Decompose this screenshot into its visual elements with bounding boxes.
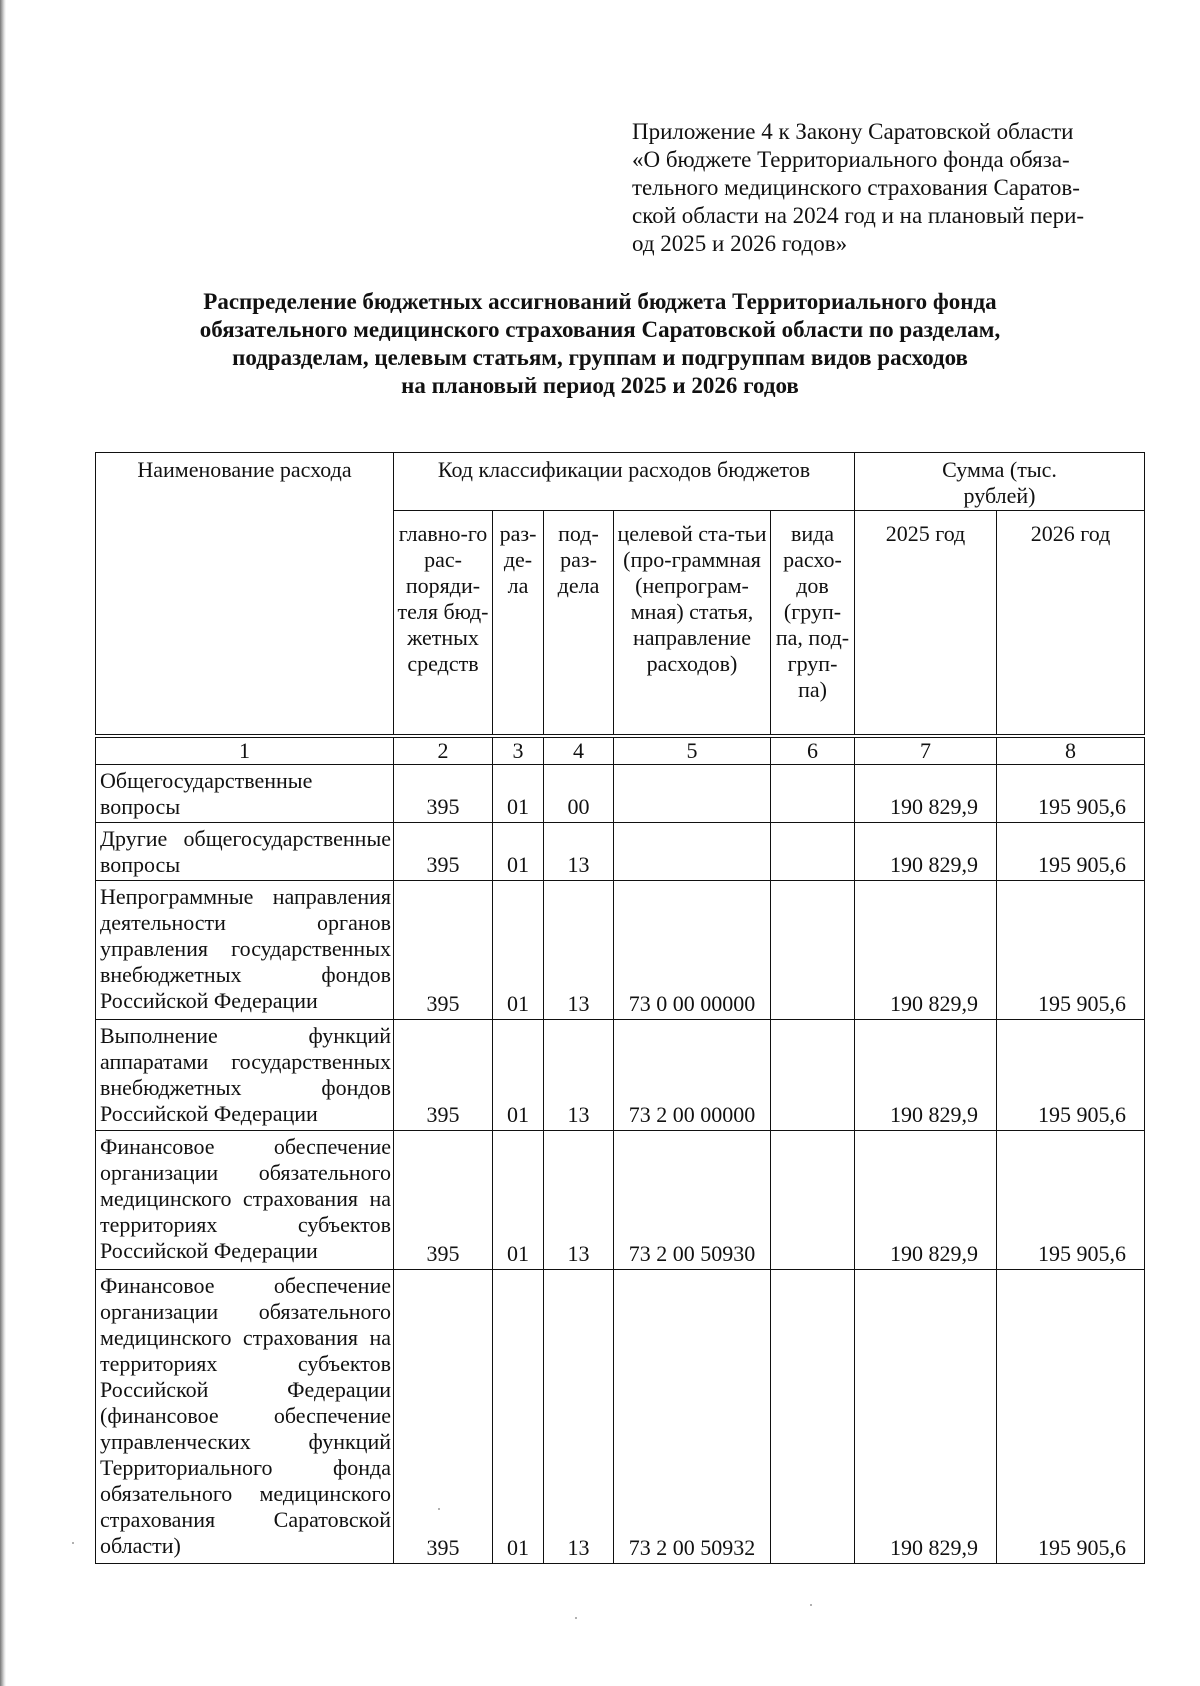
- row-section: 01: [493, 823, 544, 881]
- header-sum-group: Сумма (тыс. рублей): [855, 453, 1145, 511]
- row-subsection: 13: [544, 823, 614, 881]
- header-admin: главно-го рас-поряди-теля бюд-жетных средств: [394, 511, 493, 735]
- header-section: раз-де-ла: [493, 511, 544, 735]
- column-number: 6: [771, 738, 855, 765]
- row-2025: 190 829,9: [855, 1131, 997, 1270]
- row-target: 73 0 00 00000: [614, 881, 771, 1020]
- column-number: 2: [394, 738, 493, 765]
- scan-edge: [0, 0, 6, 1686]
- row-name: Другие общегосударственные вопросы: [96, 823, 394, 881]
- row-2026: 195 905,6: [997, 1020, 1145, 1131]
- appendix-line: «О бюджете Территориального фонда обяза-: [632, 147, 1070, 172]
- table-row: [96, 1270, 1145, 1564]
- row-type: [771, 1131, 855, 1270]
- row-2025: 190 829,9: [855, 1020, 997, 1131]
- column-number: 1: [96, 738, 394, 765]
- row-target: 73 2 00 00000: [614, 1020, 771, 1131]
- row-target: 73 2 00 50930: [614, 1131, 771, 1270]
- row-type: [771, 765, 855, 823]
- row-target: 73 2 00 50932: [614, 1270, 771, 1564]
- row-section: 01: [493, 1020, 544, 1131]
- row-admin: 395: [394, 881, 493, 1020]
- row-2026: 195 905,6: [997, 1131, 1145, 1270]
- header-subsection: под-раз-дела: [544, 511, 614, 735]
- title-line: Распределение бюджетных ассигнований бюджета Территориального фонда: [203, 289, 997, 314]
- appendix-line: Приложение 4 к Закону Саратовской области: [632, 119, 1074, 144]
- row-2026: 195 905,6: [997, 823, 1145, 881]
- header-name: Наименование расхода: [96, 453, 394, 735]
- scan-speck: [810, 1604, 812, 1606]
- column-number: 3: [493, 738, 544, 765]
- header-target: целевой ста-тьи (про-граммная (непрограм-мная) статья, направление расходов): [614, 511, 771, 735]
- row-section: 01: [493, 765, 544, 823]
- row-subsection: 13: [544, 1270, 614, 1564]
- table-row: [96, 1020, 1145, 1131]
- row-admin: 395: [394, 1131, 493, 1270]
- row-admin: 395: [394, 1020, 493, 1131]
- row-name: Выполнение функций аппаратами государственных внебюджетных фондов Российской Федерации: [96, 1020, 394, 1131]
- title-line: на плановый период 2025 и 2026 годов: [401, 373, 799, 398]
- row-admin: 395: [394, 823, 493, 881]
- table-row: [96, 1131, 1145, 1270]
- table-body: [95, 737, 1145, 1564]
- row-type: [771, 1270, 855, 1564]
- row-2026: 195 905,6: [997, 881, 1145, 1020]
- scan-speck: [575, 1617, 577, 1619]
- row-type: [771, 1020, 855, 1131]
- row-2025: 190 829,9: [855, 1270, 997, 1564]
- row-2026: 195 905,6: [997, 1270, 1145, 1564]
- header-type: вида расхо-дов (груп-па, под-груп-па): [771, 511, 855, 735]
- column-number-row: [96, 738, 1145, 765]
- scan-speck: [438, 1508, 440, 1510]
- column-number: 7: [855, 738, 997, 765]
- row-2026: 195 905,6: [997, 765, 1145, 823]
- row-type: [771, 881, 855, 1020]
- row-target: [614, 823, 771, 881]
- row-2025: 190 829,9: [855, 765, 997, 823]
- column-number: 5: [614, 738, 771, 765]
- appendix-line: од 2025 и 2026 годов»: [632, 231, 848, 256]
- row-name: Непрограммные направления деятельности органов управления государственных внебюджетных фондов Российской Федерации: [96, 881, 394, 1020]
- title-line: подразделам, целевым статьям, группам и подгруппам видов расходов: [232, 345, 968, 370]
- row-target: [614, 765, 771, 823]
- row-name: Финансовое обеспечение организации обязательного медицинского страхования на территориях субъектов Российской Федерации (финансовое обеспечение управленческих функций Территориального фонда обязательного медицинского страхования Саратовской области): [96, 1270, 394, 1564]
- table-row: [96, 823, 1145, 881]
- row-type: [771, 823, 855, 881]
- header-code-group: Код классификации расходов бюджетов: [394, 453, 855, 511]
- row-2025: 190 829,9: [855, 881, 997, 1020]
- table-header: [95, 452, 1145, 735]
- appendix-line: тельного медицинского страхования Саратов-: [632, 175, 1080, 200]
- appendix-line: ской области на 2024 год и на плановый пери-: [632, 203, 1085, 228]
- row-2025: 190 829,9: [855, 823, 997, 881]
- document-title: [150, 288, 1050, 400]
- scan-speck: [72, 1542, 74, 1544]
- row-section: 01: [493, 1270, 544, 1564]
- table-row: [96, 881, 1145, 1020]
- row-subsection: 13: [544, 1131, 614, 1270]
- header-2026: 2026 год: [997, 511, 1145, 735]
- appendix-note: [632, 118, 1115, 258]
- row-section: 01: [493, 881, 544, 1020]
- row-name: Общегосударственные вопросы: [96, 765, 394, 823]
- column-number: 8: [997, 738, 1145, 765]
- row-subsection: 00: [544, 765, 614, 823]
- row-subsection: 13: [544, 881, 614, 1020]
- table-row: [96, 765, 1145, 823]
- title-line: обязательного медицинского страхования Саратовской области по разделам,: [199, 317, 1001, 342]
- row-admin: 395: [394, 1270, 493, 1564]
- row-name: Финансовое обеспечение организации обязательного медицинского страхования на территориях субъектов Российской Федерации: [96, 1131, 394, 1270]
- row-section: 01: [493, 1131, 544, 1270]
- column-number: 4: [544, 738, 614, 765]
- row-subsection: 13: [544, 1020, 614, 1131]
- row-admin: 395: [394, 765, 493, 823]
- header-2025: 2025 год: [855, 511, 997, 735]
